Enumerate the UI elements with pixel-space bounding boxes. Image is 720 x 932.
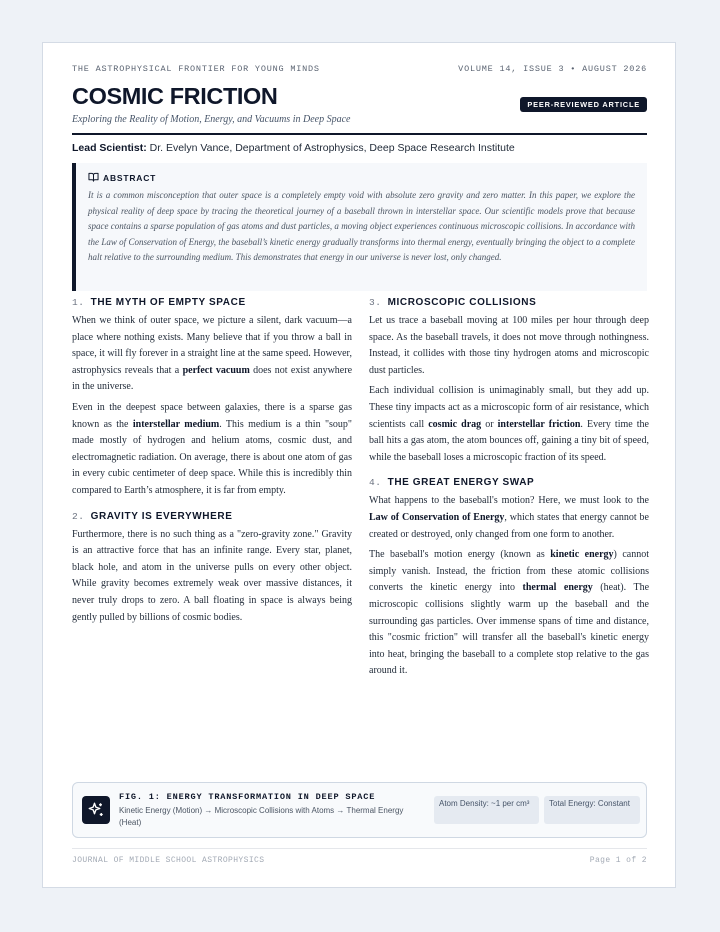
paragraph [72,400,352,500]
book-open-icon [88,172,99,184]
text-run: When we think of outer space, we picture a silent, dark vacuum—a place where nothing exists. Many believe that if you throw a ball in space, it will fly forever in a straight line at the same speed. However, astrophysics reveals that a [72,315,352,376]
abstract-text: It is a common misconception that outer space is a completely empty void with absolute zero gravity and zero matter. In this paper, we explore the physical reality of deep space by tracing the theoretical journey of a baseball thrown in interstellar space. Our scientific models prove that because space contains a sparse population of gas atoms and dust particles, a moving object experiences continuous microscopic collisions. In accordance with the Law of Conservation of Energy, the baseball’s kinetic energy gradually transforms into thermal energy, eventually bringing the object to a complete halt relative to the surrounding medium. This demonstrates that energy in our universe is never lost, only changed. [88,190,635,263]
figure-description: Kinetic Energy (Motion) → Microscopic Collisions with Atoms → Thermal Energy (Heat) [119,806,404,827]
peer-review-badge: PEER-REVIEWED ARTICLE [520,97,647,112]
text-run: ) cannot simply vanish. Instead, the friction from these atomic collisions converts the kinetic energy into [369,549,649,594]
article-subtitle: Exploring the Reality of Motion, Energy, and Vacuums in Deep Space [72,114,351,125]
masthead [72,64,647,74]
section-heading [369,297,649,308]
left-column [72,297,352,630]
figure-title: FIG. 1: ENERGY TRANSFORMATION IN DEEP SPACE [119,792,376,802]
text-run: does not exist anywhere in the universe. [72,364,353,393]
sparkles-icon [82,796,110,824]
section-gravity-is-everywhere [72,511,352,627]
page-footer [72,856,647,865]
lead-scientist [72,142,515,154]
text-run: The baseball's motion energy (known as [369,549,551,561]
text-run: or [481,418,498,430]
section-title: MICROSCOPIC COLLISIONS [387,297,537,308]
section-number: 3. [369,297,382,308]
paragraph [369,383,649,466]
section-microscopic-collisions [369,297,649,466]
text-run: Each individual collision is unimaginably small, but they add up. These tiny impacts act as a microscopic form of air resistance, which scientists call [369,385,649,430]
figure-energy-transformation [72,782,647,838]
section-heading [369,477,649,488]
abstract-label: ABSTRACT [103,173,157,183]
section-number: 1. [72,297,85,308]
page-number: Page 1 of 2 [589,856,647,865]
total-energy-chip: Total Energy: Constant [544,796,640,824]
emphasis-interstellar-friction: interstellar friction [497,418,581,430]
paragraph [369,493,649,543]
abstract-heading [88,172,635,184]
footer-journal: JOURNAL OF MIDDLE SCHOOL ASTROPHYSICS [72,856,265,865]
section-title: GRAVITY IS EVERYWHERE [90,510,233,522]
section-great-energy-swap [369,477,649,680]
text-run: Even in the deepest space between galaxies, there is a sparse gas known as the [72,401,352,430]
title-divider [72,133,647,135]
section-number: 4. [369,477,382,489]
paragraph: Let us trace a baseball moving at 100 miles per hour through deep space. As the baseball travels, it does not move through nothingness. Instead, it collides with those tiny hydrogen atoms and microscopic dust particles. [369,315,649,376]
text-run: (heat). The microscopic collisions slightly warm up the baseball and the surrounding gas particles. Over immense spans of time and distance, this "cosmic friction" will transfer all the baseball's kinetic energy into heat, bringing the baseball to a complete stop relative to the gas around it. [369,582,650,677]
right-column [369,297,649,684]
section-heading [72,511,352,522]
section-title: THE MYTH OF EMPTY SPACE [90,297,246,308]
emphasis-cosmic-drag: cosmic drag [428,418,482,430]
text-run: , which states that energy cannot be created or destroyed, only changed from one form to another. [369,511,649,540]
text-run: What happens to the baseball's motion? Here, we must look to the [369,495,649,507]
section-number: 2. [72,510,85,522]
emphasis-interstellar-medium: interstellar medium [132,418,220,430]
section-myth-of-empty-space [72,297,352,500]
lead-label: Lead Scientist: [72,142,147,154]
footer-divider [72,848,647,849]
text-run: . Every time the ball hits a gas atom, the atom bounces off, gaining a tiny bit of speed, while the baseball loses a microscopic fraction of its speed. [369,418,649,463]
emphasis-perfect-vacuum: perfect vacuum [182,364,250,376]
emphasis-conservation-law: Law of Conservation of Energy [369,511,505,523]
paper-page [42,42,676,888]
paragraph [72,313,352,396]
emphasis-thermal-energy: thermal energy [522,582,593,594]
section-title: THE GREAT ENERGY SWAP [387,477,535,489]
section-heading [72,297,352,308]
emphasis-kinetic-energy: kinetic energy [550,549,614,561]
paragraph: Furthermore, there is no such thing as a "zero-gravity zone." Gravity is an attractive force that has an infinite range. Every star, planet, black hole, and atom in the universe pulls on every other object. While gravity becomes extremely weak over massive distances, it never truly drops to zero. A ball floating in space is always being gently pulled by billions of cosmic bodies. [72,528,352,623]
lead-value: Dr. Evelyn Vance, Department of Astrophysics, Deep Space Research Institute [149,142,515,154]
text-run: . This medium is a thin "soup" made mostly of hydrogen and helium atoms, cosmic dust, and electromagnetic radiation. On average, there is about one atom of gas in every cubic centimeter of deep space. While this is incredibly thin compared to Earth’s atmosphere, it is far from empty. [72,418,352,496]
article-title: COSMIC FRICTION [72,83,278,109]
journal-tagline: THE ASTROPHYSICAL FRONTIER FOR YOUNG MINDS [72,64,320,74]
issue-info: VOLUME 14, ISSUE 3 • AUGUST 2026 [458,64,647,74]
atom-density-chip: Atom Density: ~1 per cm³ [434,796,539,824]
paragraph [369,547,649,680]
abstract-box [72,163,647,291]
